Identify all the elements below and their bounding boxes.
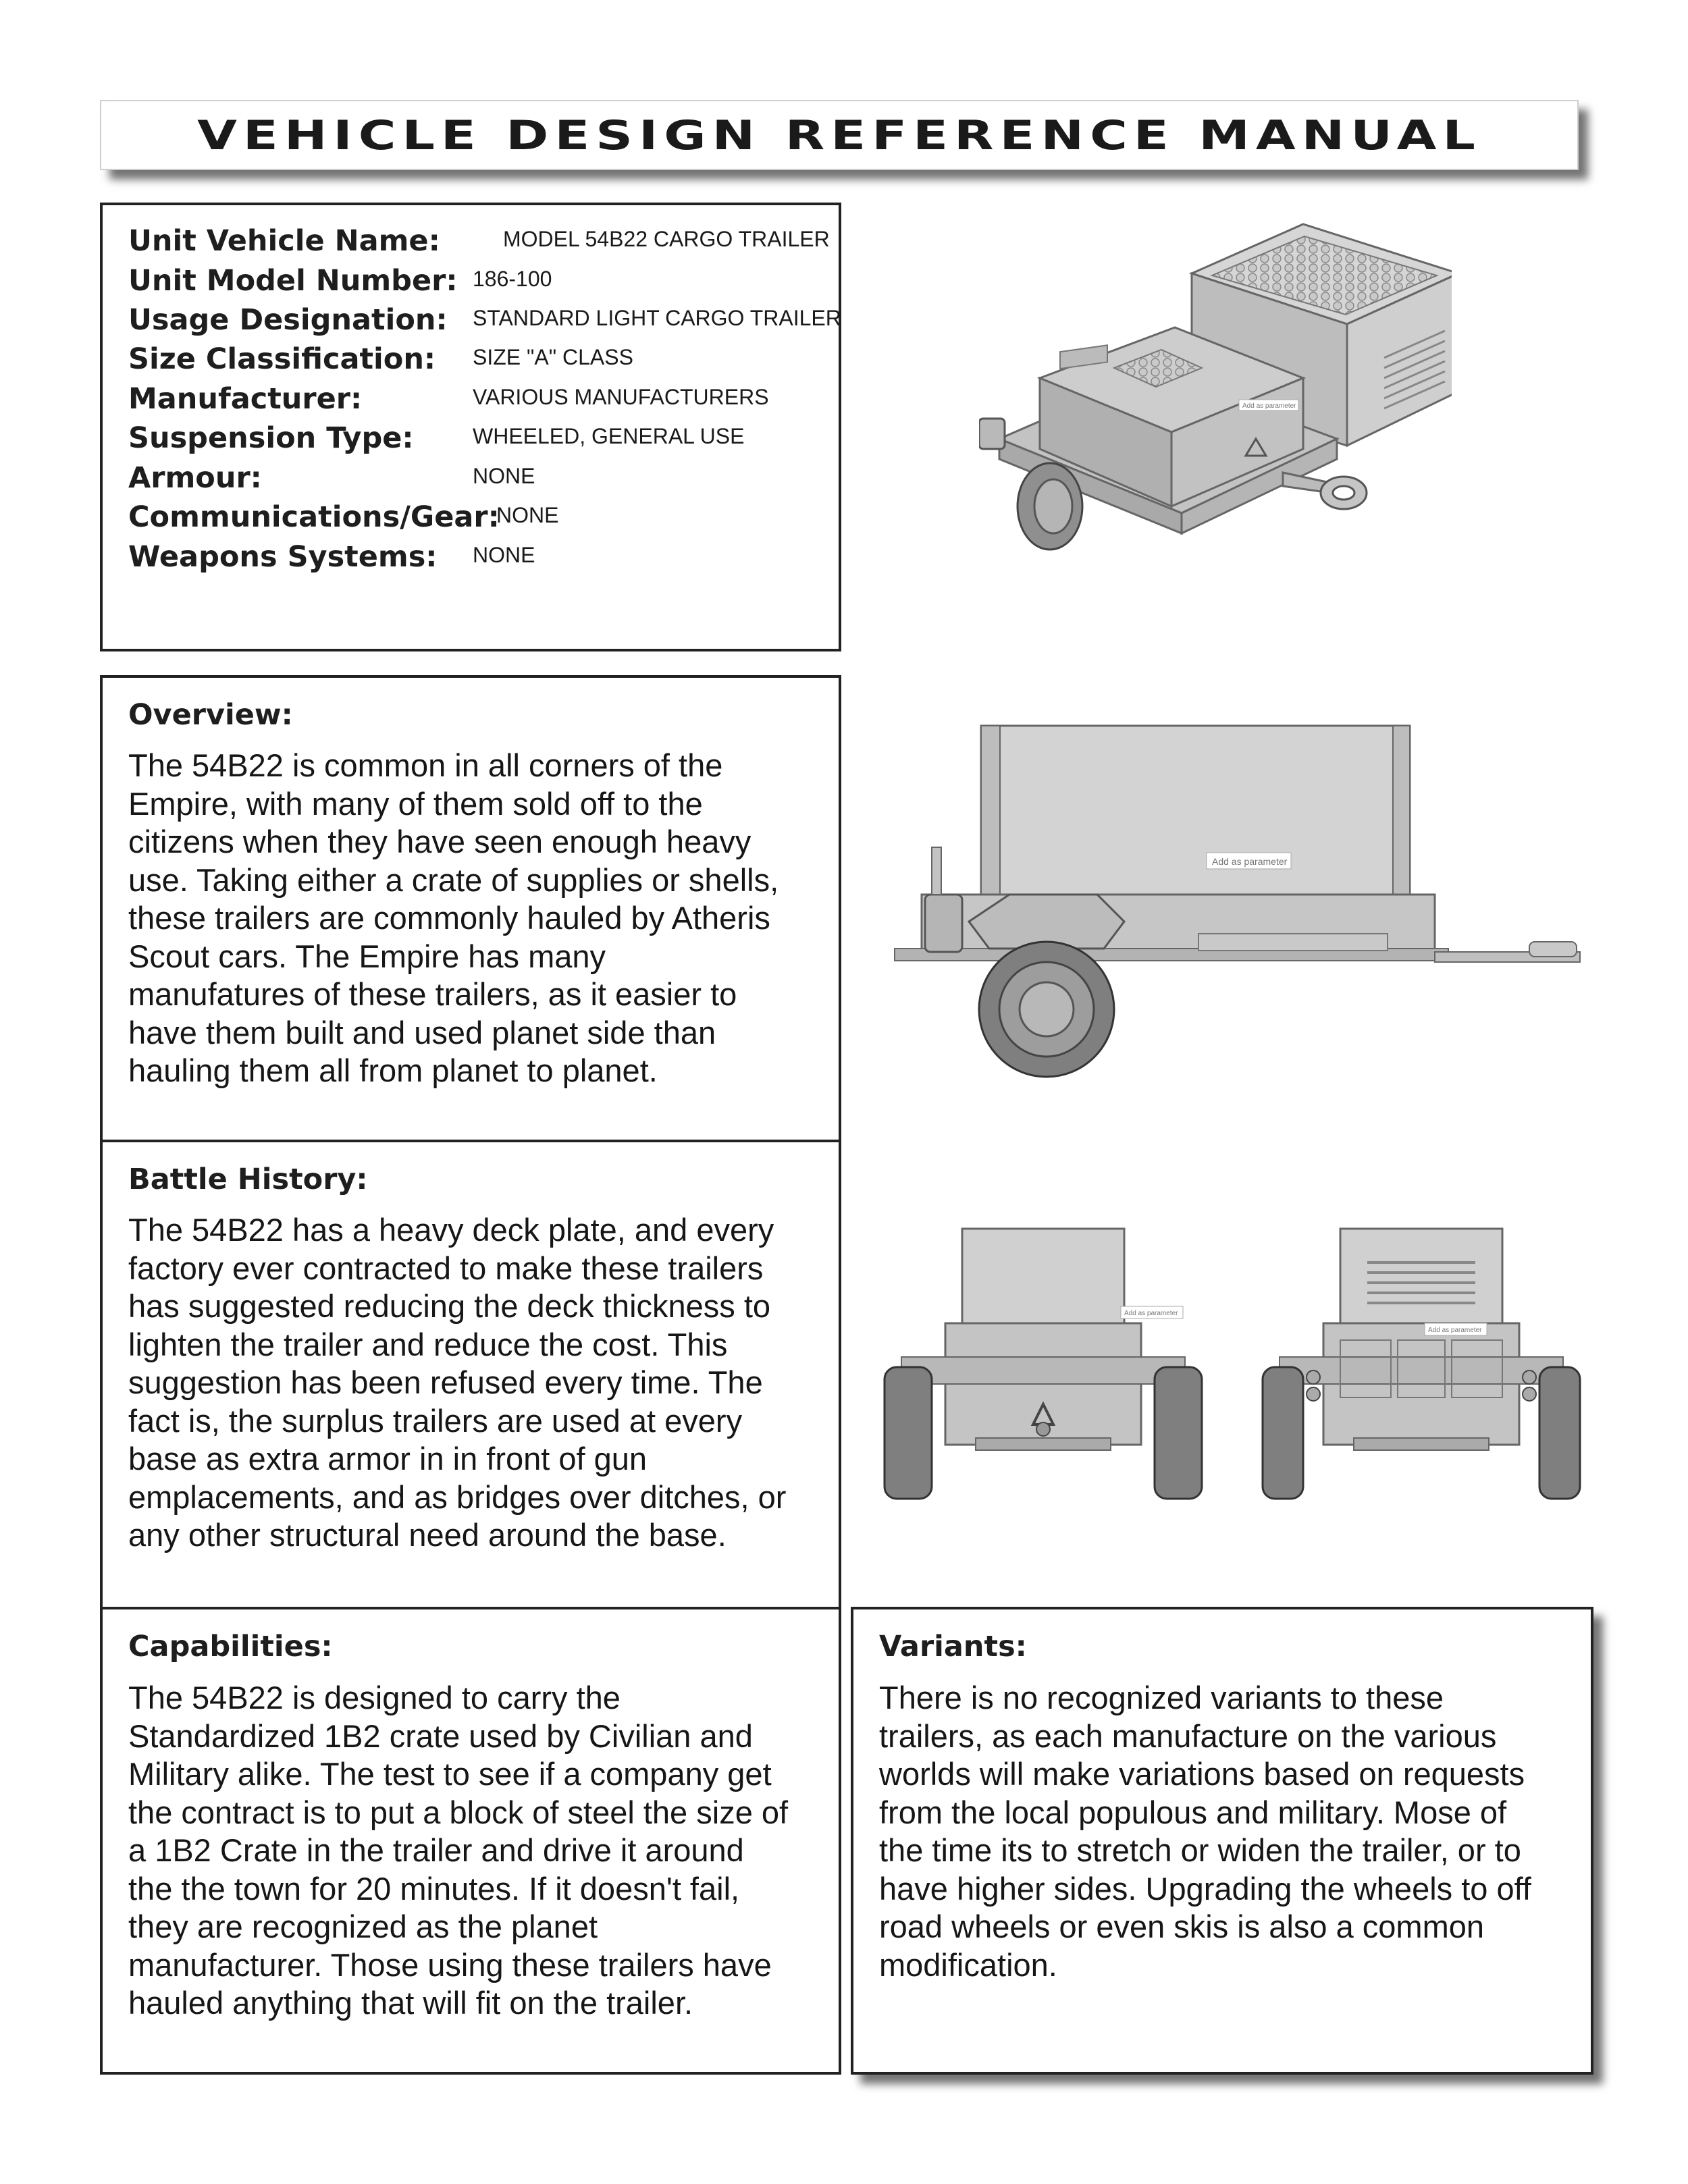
param-tag-text: Add as parameter	[1428, 1327, 1482, 1334]
text-line: these trailers are commonly hauled by Atheris	[128, 900, 770, 936]
spec-value: 186-100	[473, 267, 552, 291]
text-line: manufacturer. Those using these trailers have	[128, 1946, 772, 1983]
spec-row-model-number	[128, 264, 830, 303]
spec-label: Unit Vehicle Name:	[128, 224, 440, 258]
text-line: hauling them all from planet to planet.	[128, 1053, 658, 1088]
text-line: manufatures of these trailers, as it easier to	[128, 976, 737, 1012]
text-line: the time its to stretch or widen the trailer, or to	[879, 1832, 1521, 1868]
text-line: The 54B22 has a heavy deck plate, and every	[128, 1212, 774, 1248]
spec-label: Usage Designation:	[128, 303, 448, 337]
spec-value: VARIOUS MANUFACTURERS	[473, 385, 769, 409]
text-line: from the local populous and military. Mose of	[879, 1794, 1507, 1830]
text-line: emplacements, and as bridges over ditches, or	[128, 1479, 787, 1515]
spec-label: Size Classification:	[128, 342, 436, 376]
battle-history-section	[100, 1140, 841, 1609]
param-tag-text: Add as parameter	[1124, 1310, 1178, 1317]
spec-value: MODEL 54B22 CARGO TRAILER	[503, 227, 830, 251]
param-tag	[1239, 400, 1298, 410]
text-line: Scout cars. The Empire has many	[128, 938, 606, 974]
section-body	[128, 1211, 821, 1555]
param-tag	[1207, 853, 1291, 869]
tail-light-right	[1523, 1370, 1536, 1401]
page-title: VEHICLE DESIGN REFERENCE MANUAL	[197, 111, 1481, 159]
spec-value: SIZE "A" CLASS	[473, 345, 633, 369]
text-line: any other structural need around the base.	[128, 1517, 727, 1553]
text-line: Empire, with many of them sold off to the	[128, 785, 703, 822]
trailer-body	[901, 1323, 1185, 1450]
wheel	[979, 942, 1114, 1077]
text-line: they are recognized as the planet	[128, 1909, 598, 1944]
spec-value: NONE	[473, 543, 535, 567]
text-line: The 54B22 is designed to carry the	[128, 1680, 621, 1715]
side-view-trailer-render	[881, 719, 1583, 1097]
tow-bar	[1435, 942, 1580, 962]
spec-row-communications	[128, 500, 830, 539]
tow-ring	[1283, 473, 1367, 509]
front-view-trailer-render	[881, 1222, 1205, 1506]
spec-row-weapons	[128, 540, 830, 579]
param-tag-text: Add as parameter	[1212, 856, 1288, 867]
tail-light-left	[1307, 1370, 1320, 1401]
spec-row-size	[128, 342, 830, 381]
cargo-crate	[981, 726, 1410, 895]
trailer-body	[895, 895, 1448, 961]
text-line: Military alike. The test to see if a company get	[128, 1756, 772, 1792]
text-line: citizens when they have seen enough heavy	[128, 824, 751, 859]
section-title: Battle History:	[128, 1163, 368, 1196]
text-line: suggestion has been refused every time. The	[128, 1364, 763, 1400]
wheel	[1263, 1367, 1303, 1499]
trailer-body	[1280, 1323, 1563, 1450]
jerry-can	[979, 419, 1005, 449]
text-line: hauled anything that will fit on the trailer.	[128, 1985, 693, 2021]
spec-row-armour	[128, 461, 830, 500]
section-body	[879, 1679, 1573, 1984]
text-line: fact is, the surplus trailers are used at every	[128, 1402, 743, 1439]
text-line: The 54B22 is common in all corners of the	[128, 747, 723, 783]
spec-label: Armour:	[128, 461, 262, 495]
spec-row-suspension	[128, 421, 830, 460]
spec-value: NONE	[496, 503, 559, 527]
wheel	[885, 1367, 932, 1499]
text-line: road wheels or even skis is also a common	[879, 1909, 1485, 1944]
spec-label: Communications/Gear:	[128, 500, 500, 534]
spec-label: Weapons Systems:	[128, 540, 438, 574]
cargo-crate	[1340, 1229, 1502, 1330]
spec-sheet	[100, 203, 841, 651]
section-body	[128, 747, 821, 1090]
spec-label: Suspension Type:	[128, 421, 414, 455]
spec-row-vehicle-name	[128, 224, 830, 263]
text-line: base as extra armor in in front of gun	[128, 1441, 648, 1476]
text-line: lighten the trailer and reduce the cost. This	[128, 1326, 728, 1362]
spec-label: Unit Model Number:	[128, 264, 458, 298]
section-title: Capabilities:	[128, 1630, 333, 1663]
text-line: a 1B2 Crate in the trailer and drive it around	[128, 1832, 744, 1868]
wheel	[1155, 1367, 1202, 1499]
overview-section	[100, 675, 841, 1142]
text-line: the the town for 20 minutes. If it doesn't fail,	[128, 1870, 740, 1907]
isometric-trailer-render	[979, 216, 1452, 648]
section-title: Variants:	[879, 1630, 1027, 1663]
wheel	[1539, 1367, 1580, 1499]
param-tag	[1425, 1323, 1487, 1335]
text-line: factory ever contracted to make these trailers	[128, 1250, 764, 1286]
capabilities-section	[100, 1607, 841, 2075]
section-body	[128, 1679, 821, 2023]
spec-label: Manufacturer:	[128, 382, 363, 416]
spec-value: WHEELED, GENERAL USE	[473, 424, 745, 448]
param-tag-text: Add as parameter	[1242, 402, 1296, 410]
text-line: have them built and used planet side than	[128, 1014, 716, 1050]
title-banner	[100, 100, 1579, 170]
spec-value: NONE	[473, 464, 535, 488]
text-line: There is no recognized variants to these	[879, 1680, 1444, 1715]
spec-row-usage	[128, 303, 841, 342]
text-line: trailers, as each manufacture on the various	[879, 1717, 1497, 1754]
spec-value: STANDARD LIGHT CARGO TRAILER	[473, 306, 841, 330]
wheel	[1018, 463, 1082, 550]
text-line: worlds will make variations based on requests	[879, 1756, 1525, 1792]
jerry-can	[925, 895, 962, 952]
rear-view-trailer-render	[1259, 1222, 1583, 1506]
support-post	[932, 847, 941, 895]
spec-row-manufacturer	[128, 382, 830, 421]
cargo-crate	[962, 1229, 1124, 1330]
section-title: Overview:	[128, 698, 293, 732]
text-line: the contract is to put a block of steel the size of	[128, 1794, 789, 1830]
text-line: modification.	[879, 1946, 1057, 1983]
text-line: use. Taking either a crate of supplies or shells,	[128, 861, 779, 898]
text-line: Standardized 1B2 crate used by Civilian and	[128, 1717, 753, 1754]
text-line: have higher sides. Upgrading the wheels to off	[879, 1870, 1531, 1907]
text-line: has suggested reducing the deck thickness to	[128, 1288, 771, 1324]
param-tag	[1121, 1306, 1183, 1319]
variants-section	[851, 1607, 1593, 2075]
